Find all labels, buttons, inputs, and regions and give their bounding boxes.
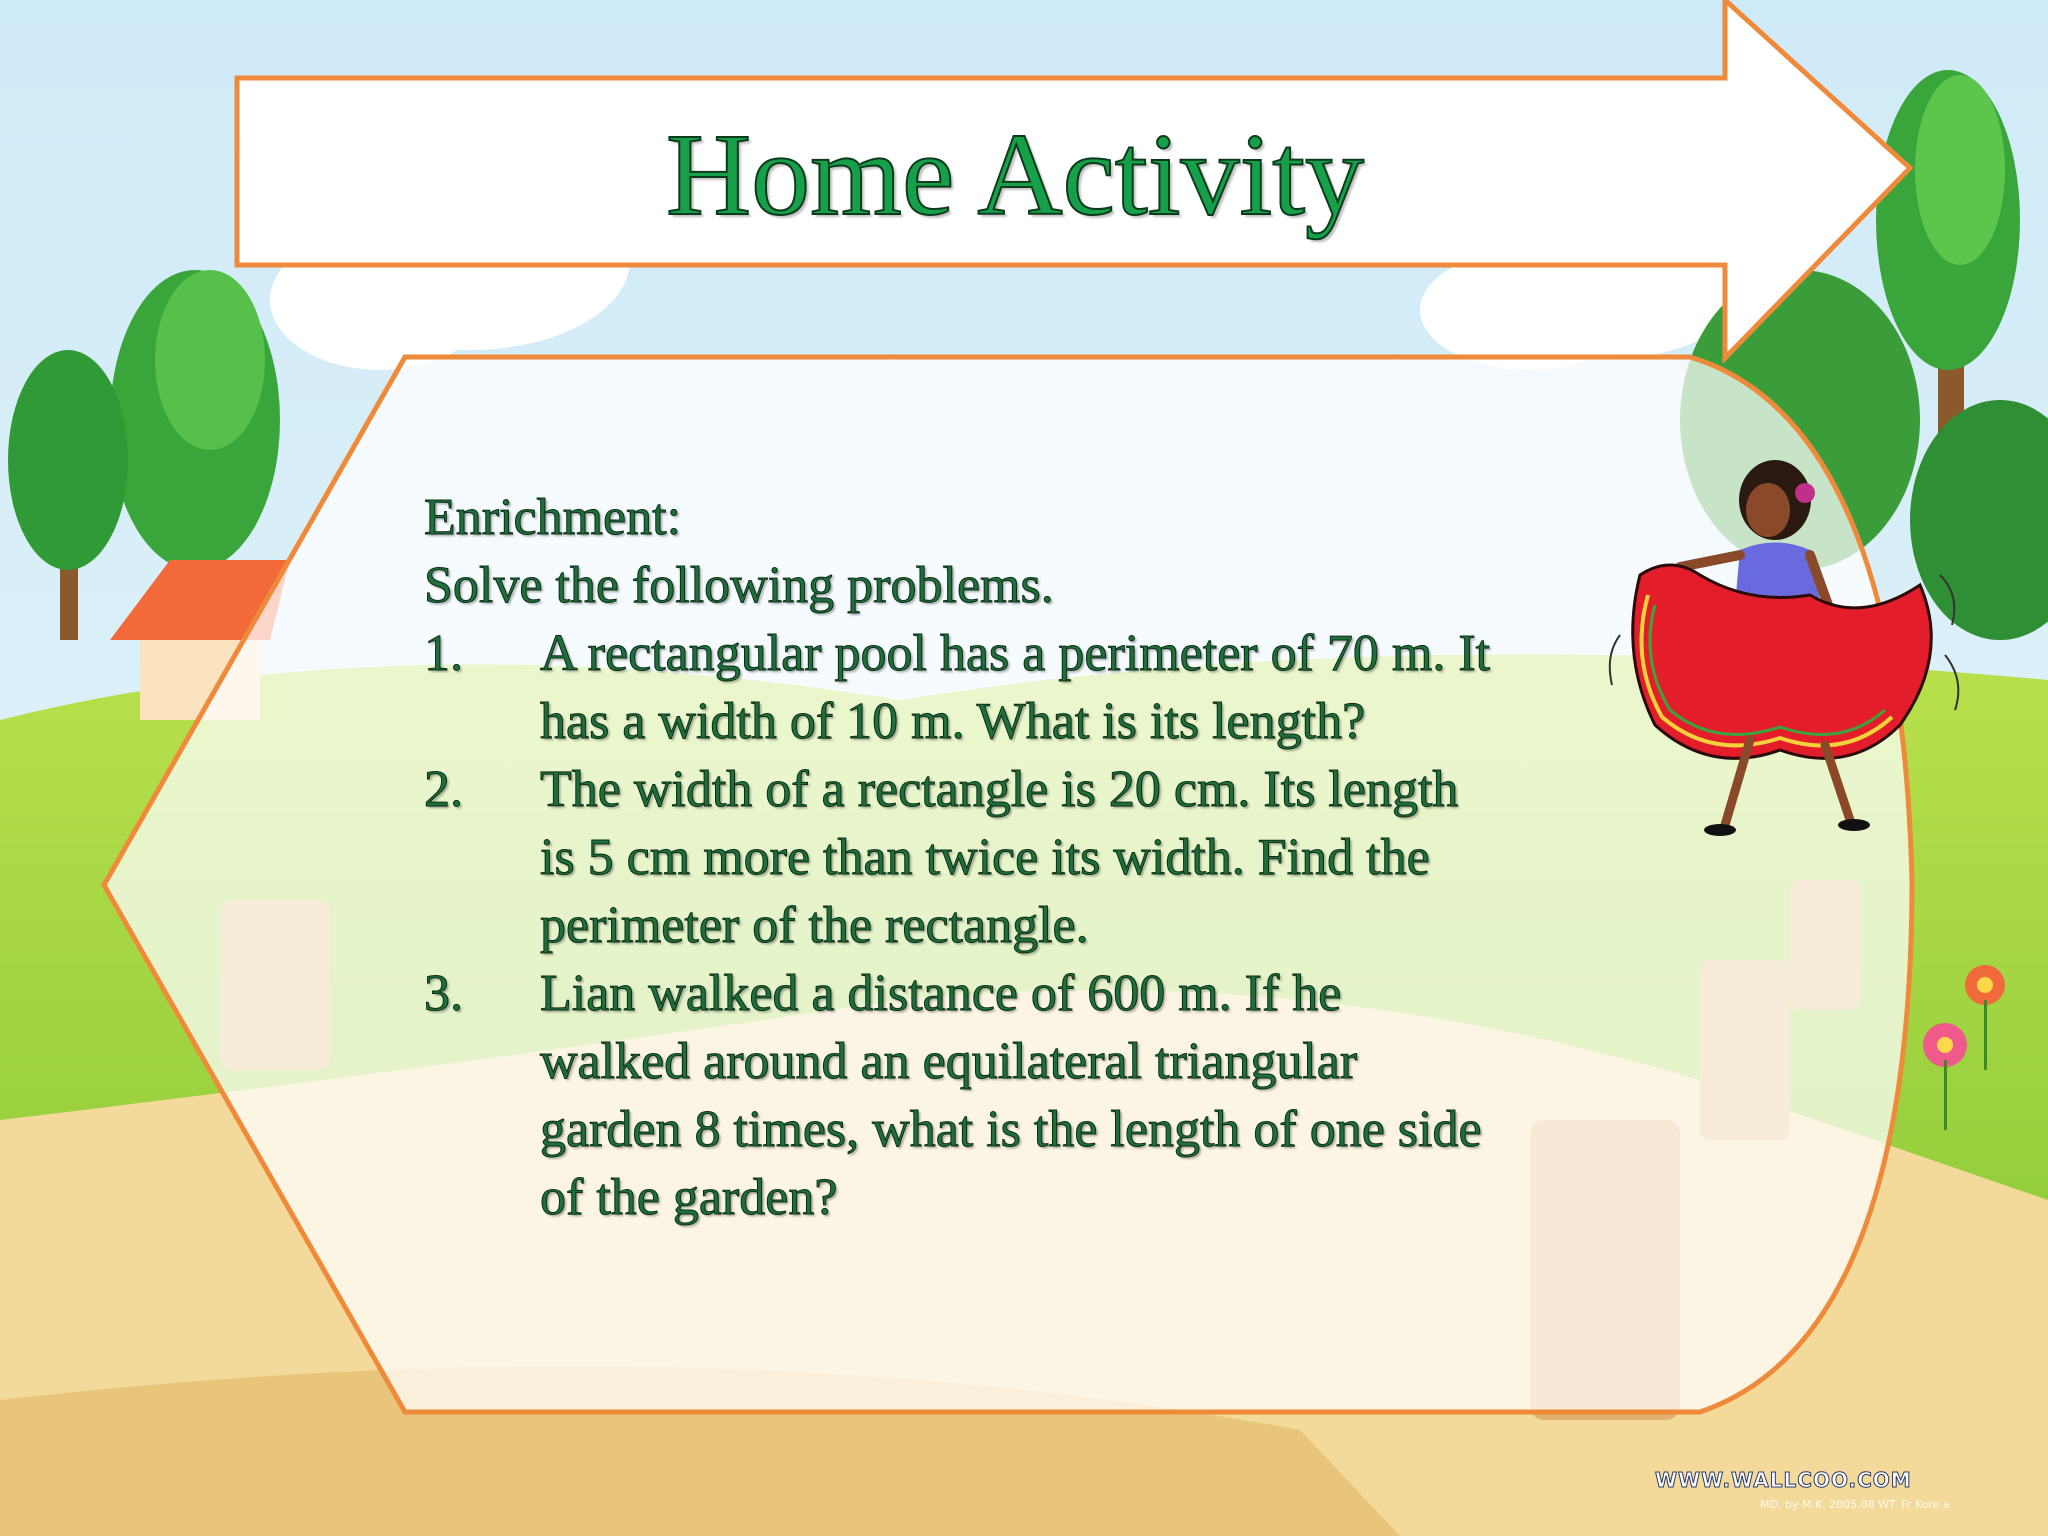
- slide-title: Home Activity: [665, 109, 1365, 240]
- enrichment-instruction: Solve the following problems.: [424, 557, 1054, 614]
- problem-text: [540, 960, 1604, 1232]
- problem-line: Lian walked a distance of 600 m. If he: [540, 965, 1342, 1022]
- problem-line: The width of a rectangle is 20 cm. Its length: [540, 761, 1459, 818]
- problem-line: A rectangular pool has a perimeter of 70 m. It: [540, 625, 1491, 682]
- problem-line: garden 8 times, what is the length of one side: [540, 1101, 1482, 1158]
- problem-line: has a width of 10 m. What is its length?: [540, 693, 1366, 750]
- problem-item: [424, 620, 1604, 756]
- problem-line: of the garden?: [540, 1169, 838, 1226]
- watermark-site: WWW.WALLCOO.COM: [1655, 1468, 1912, 1492]
- problem-item: [424, 960, 1604, 1232]
- problem-line: perimeter of the rectangle.: [540, 897, 1089, 954]
- watermark-credit: MD. by M.K. 2005.08 WT. Fr Kore a: [1760, 1498, 1950, 1511]
- problem-text: [540, 756, 1604, 960]
- problem-number: 2.: [424, 761, 463, 818]
- problem-number: 3.: [424, 965, 463, 1022]
- problem-number: 1.: [424, 625, 463, 682]
- dancing-woman-clipart: [1600, 455, 2000, 855]
- problem-line: walked around an equilateral triangular: [540, 1033, 1358, 1090]
- problem-text: [540, 620, 1604, 756]
- problem-item: [424, 756, 1604, 960]
- enrichment-heading: Enrichment:: [424, 489, 682, 546]
- enrichment-content: [424, 484, 1604, 1232]
- problem-line: is 5 cm more than twice its width. Find the: [540, 829, 1430, 886]
